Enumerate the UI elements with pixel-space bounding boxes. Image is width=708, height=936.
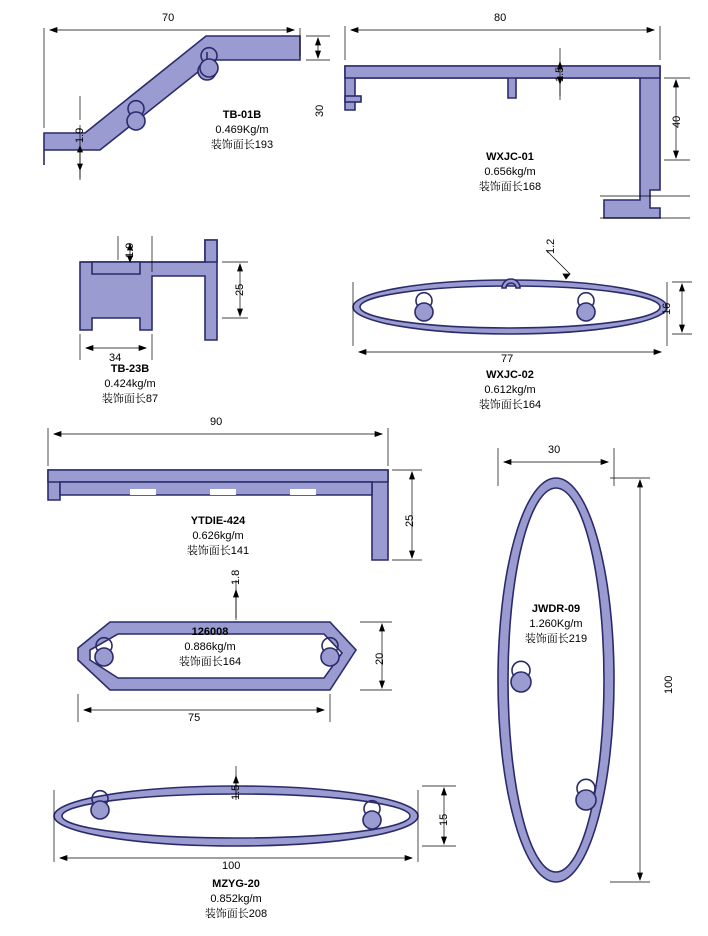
label-wxjc-01-surface: 装饰面长168: [478, 181, 542, 193]
label-126008: [150, 625, 270, 670]
label-wxjc-01-weight: 0.656kg/m: [484, 166, 536, 178]
label-tb-23b-surface: 装饰面长87: [101, 393, 159, 405]
dim-jwdr-09-height: 100: [663, 675, 675, 694]
dim-126008-thickness: 1.8: [230, 569, 242, 585]
profile-shape-jwdr-09: [498, 478, 614, 882]
dim-jwdr-09-width: 30: [548, 444, 561, 456]
dim-wxjc-01-width: 80: [494, 12, 507, 24]
label-126008-name: 126008: [191, 626, 229, 638]
label-jwdr-09-weight: 1.260Kg/m: [529, 618, 583, 630]
dim-mzyg-20-width: 100: [222, 860, 241, 872]
label-wxjc-02-surface: 装饰面长164: [478, 399, 542, 411]
label-ytdie-424: [158, 514, 278, 559]
dim-126008-width: 75: [188, 712, 201, 724]
label-ytdie-424-surface: 装饰面长141: [186, 545, 250, 557]
label-ytdie-424-weight: 0.626kg/m: [192, 530, 244, 542]
label-tb-23b-weight: 0.424kg/m: [104, 378, 156, 390]
dim-tb-01b-width: 70: [162, 12, 175, 24]
dim-tb-23b-width: 34: [109, 352, 122, 364]
label-tb-01b-surface: 装饰面长193: [210, 139, 274, 151]
dim-tb-01b-thickness: 1.9: [74, 127, 86, 143]
dim-wxjc-02-width: 77: [501, 353, 514, 365]
label-mzyg-20: [176, 877, 296, 922]
dim-wxjc-01-thickness: 1.5: [554, 66, 566, 82]
profile-shape-tb-23b: [80, 240, 217, 340]
label-ytdie-424-name: YTDIE-424: [190, 515, 246, 527]
dim-mzyg-20-height: 15: [438, 813, 450, 826]
label-tb-01b: [182, 108, 302, 153]
label-wxjc-01-name: WXJC-01: [486, 151, 534, 163]
label-wxjc-02-name: WXJC-02: [486, 369, 534, 381]
label-jwdr-09-name: JWDR-09: [531, 603, 581, 615]
label-mzyg-20-weight: 0.852kg/m: [210, 893, 262, 905]
label-jwdr-09-surface: 装饰面长219: [524, 633, 588, 645]
label-126008-surface: 装饰面长164: [178, 656, 242, 668]
label-wxjc-01: [450, 150, 570, 195]
profile-shape-wxjc-01: [345, 66, 660, 218]
label-mzyg-20-name: MZYG-20: [212, 878, 260, 890]
dim-126008-height: 20: [374, 652, 386, 665]
label-tb-01b-name: TB-01B: [222, 109, 262, 121]
label-tb-23b-name: TB-23B: [110, 363, 150, 375]
dim-tb-23b-thickness: 1.9: [124, 242, 136, 258]
dim-wxjc-02-height: 16: [661, 302, 673, 315]
label-126008-weight: 0.886kg/m: [184, 641, 236, 653]
dim-mzyg-20-thickness: 1.5: [230, 784, 242, 800]
label-wxjc-02-weight: 0.612kg/m: [484, 384, 536, 396]
label-mzyg-20-surface: 装饰面长208: [204, 908, 268, 920]
profile-shape-wxjc-02: [353, 279, 667, 334]
dim-tb-23b-height: 25: [234, 283, 246, 296]
label-tb-23b: [70, 362, 190, 407]
dim-tb-01b-height: 30: [314, 104, 326, 117]
label-tb-01b-weight: 0.469Kg/m: [215, 124, 269, 136]
dim-wxjc-01-height: 40: [671, 115, 683, 128]
label-jwdr-09: [496, 602, 616, 647]
label-wxjc-02: [450, 368, 570, 413]
dim-ytdie-424-height: 25: [404, 514, 416, 527]
dim-ytdie-424-width: 90: [210, 416, 223, 428]
dim-wxjc-02-thickness: 1.2: [545, 238, 557, 254]
